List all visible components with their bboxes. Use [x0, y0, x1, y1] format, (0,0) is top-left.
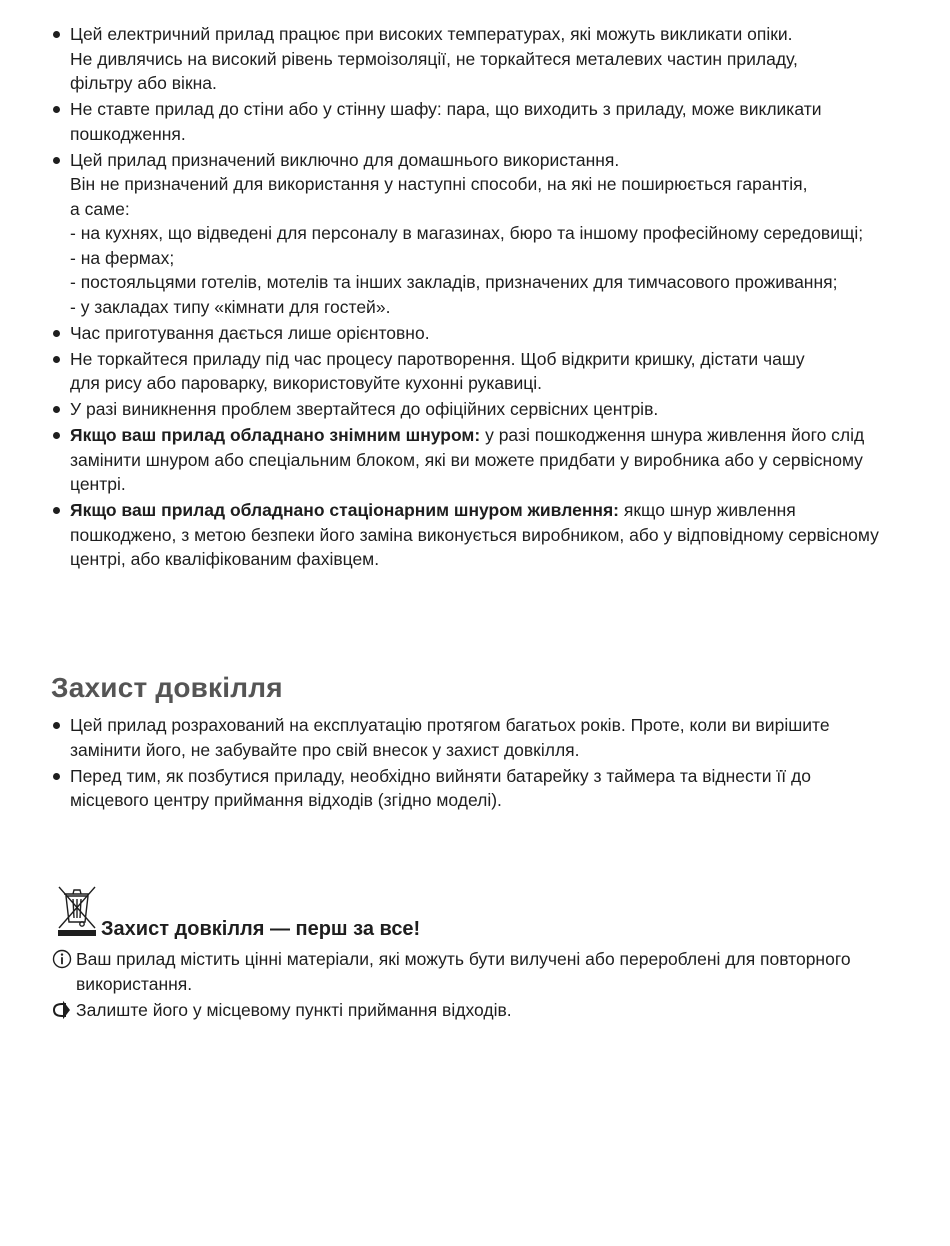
bullet-icon [53, 773, 60, 780]
list-item: Не торкайтеся приладу під час процесу паротворення. Щоб відкрити кришку, дістати чашу для рису або пароварку, використовуйте кухонні рукавиці. [52, 347, 892, 396]
list-item: Перед тим, як позбутися приладу, необхідно вийняти батарейку з таймера та віднести її до місцевого центру приймання відходів (згідно моделі). [52, 764, 892, 813]
arrow-right-icon [52, 1000, 72, 1020]
info-circle-icon [52, 949, 72, 969]
action-note: Залиште його у місцевому пункті приймання відходів. [52, 998, 892, 1023]
sub-item: - на кухнях, що відведені для персоналу в магазинах, бюро та іншому професійному середовищі; [70, 223, 864, 243]
crossed-out-wheelie-bin-icon [56, 884, 98, 938]
bullet-icon [53, 406, 60, 413]
bullet-icon [53, 31, 60, 38]
bold-lead: Якщо ваш прилад обладнано стаціонарним шнуром живлення: [70, 500, 619, 520]
eco-notes [52, 947, 892, 1024]
environment-section [52, 713, 892, 814]
list-item: Якщо ваш прилад обладнано стаціонарним шнуром живлення: якщо шнур живлення пошкоджено, з метою безпеки його заміна виконується виробником, або у відповідному сервісному центрі, або кваліфікованим фахівцем. [52, 498, 892, 572]
list-item: Час приготування дається лише орієнтовно. [52, 321, 892, 346]
list-item: Не ставте прилад до стіни або у стінну шафу: пара, що виходить з приладу, може викликати пошкодження. [52, 97, 892, 146]
sub-item: - на фермах; [70, 247, 175, 268]
environment-list [52, 713, 892, 813]
bullet-icon [53, 432, 60, 439]
list-item: Цей прилад призначений виключно для домашнього використання. Він не призначений для використання у наступні способи, на які не поширюється гарантія, а саме: - на кухнях, що відведені для персоналу в магазинах, бюро та іншому професійному середовищі; - на фермах; - постояльцями готелів, мотелів та інших закладів, призначених для тимчасового проживання; - у закладах типу «кімнати для гостей». [52, 148, 892, 320]
info-note: Ваш прилад містить цінні матеріали, які можуть бути вилучені або перероблені для повторного використання. [52, 947, 892, 996]
section-heading: Захист довкілля [51, 672, 283, 703]
list-item: У разі виникнення проблем звертайтеся до офіційних сервісних центрів. [52, 397, 892, 422]
bullet-icon [53, 106, 60, 113]
sub-item: - постояльцями готелів, мотелів та інших закладів, призначених для тимчасового проживання; [70, 272, 838, 292]
bullet-icon [53, 356, 60, 363]
bullet-icon [53, 507, 60, 514]
bold-lead: Якщо ваш прилад обладнано знімним шнуром: [70, 425, 481, 445]
list-item: Якщо ваш прилад обладнано знімним шнуром: у разі пошкодження шнура живлення його слід замінити шнуром або спеціальним блоком, які ви можете придбати у виробника або у сервісному центрі. [52, 423, 892, 497]
safety-list [52, 22, 892, 572]
list-item: Цей електричний прилад працює при високих температурах, які можуть викликати опіки. Не дивлячись на високий рівень термоізоляції, не торкайтеся металевих частин приладу, фільтру або вікна. [52, 22, 892, 96]
safety-section [52, 22, 892, 573]
bullet-icon [53, 722, 60, 729]
sub-item: - у закладах типу «кімнати для гостей». [70, 296, 391, 317]
eco-title: Захист довкілля — перш за все! [101, 918, 421, 940]
bullet-icon [53, 330, 60, 337]
list-item: Цей прилад розрахований на експлуатацію протягом багатьох років. Проте, коли ви вирішите замінити його, не забувайте про свій внесок у захист довкілля. [52, 713, 892, 762]
bullet-icon [53, 157, 60, 164]
